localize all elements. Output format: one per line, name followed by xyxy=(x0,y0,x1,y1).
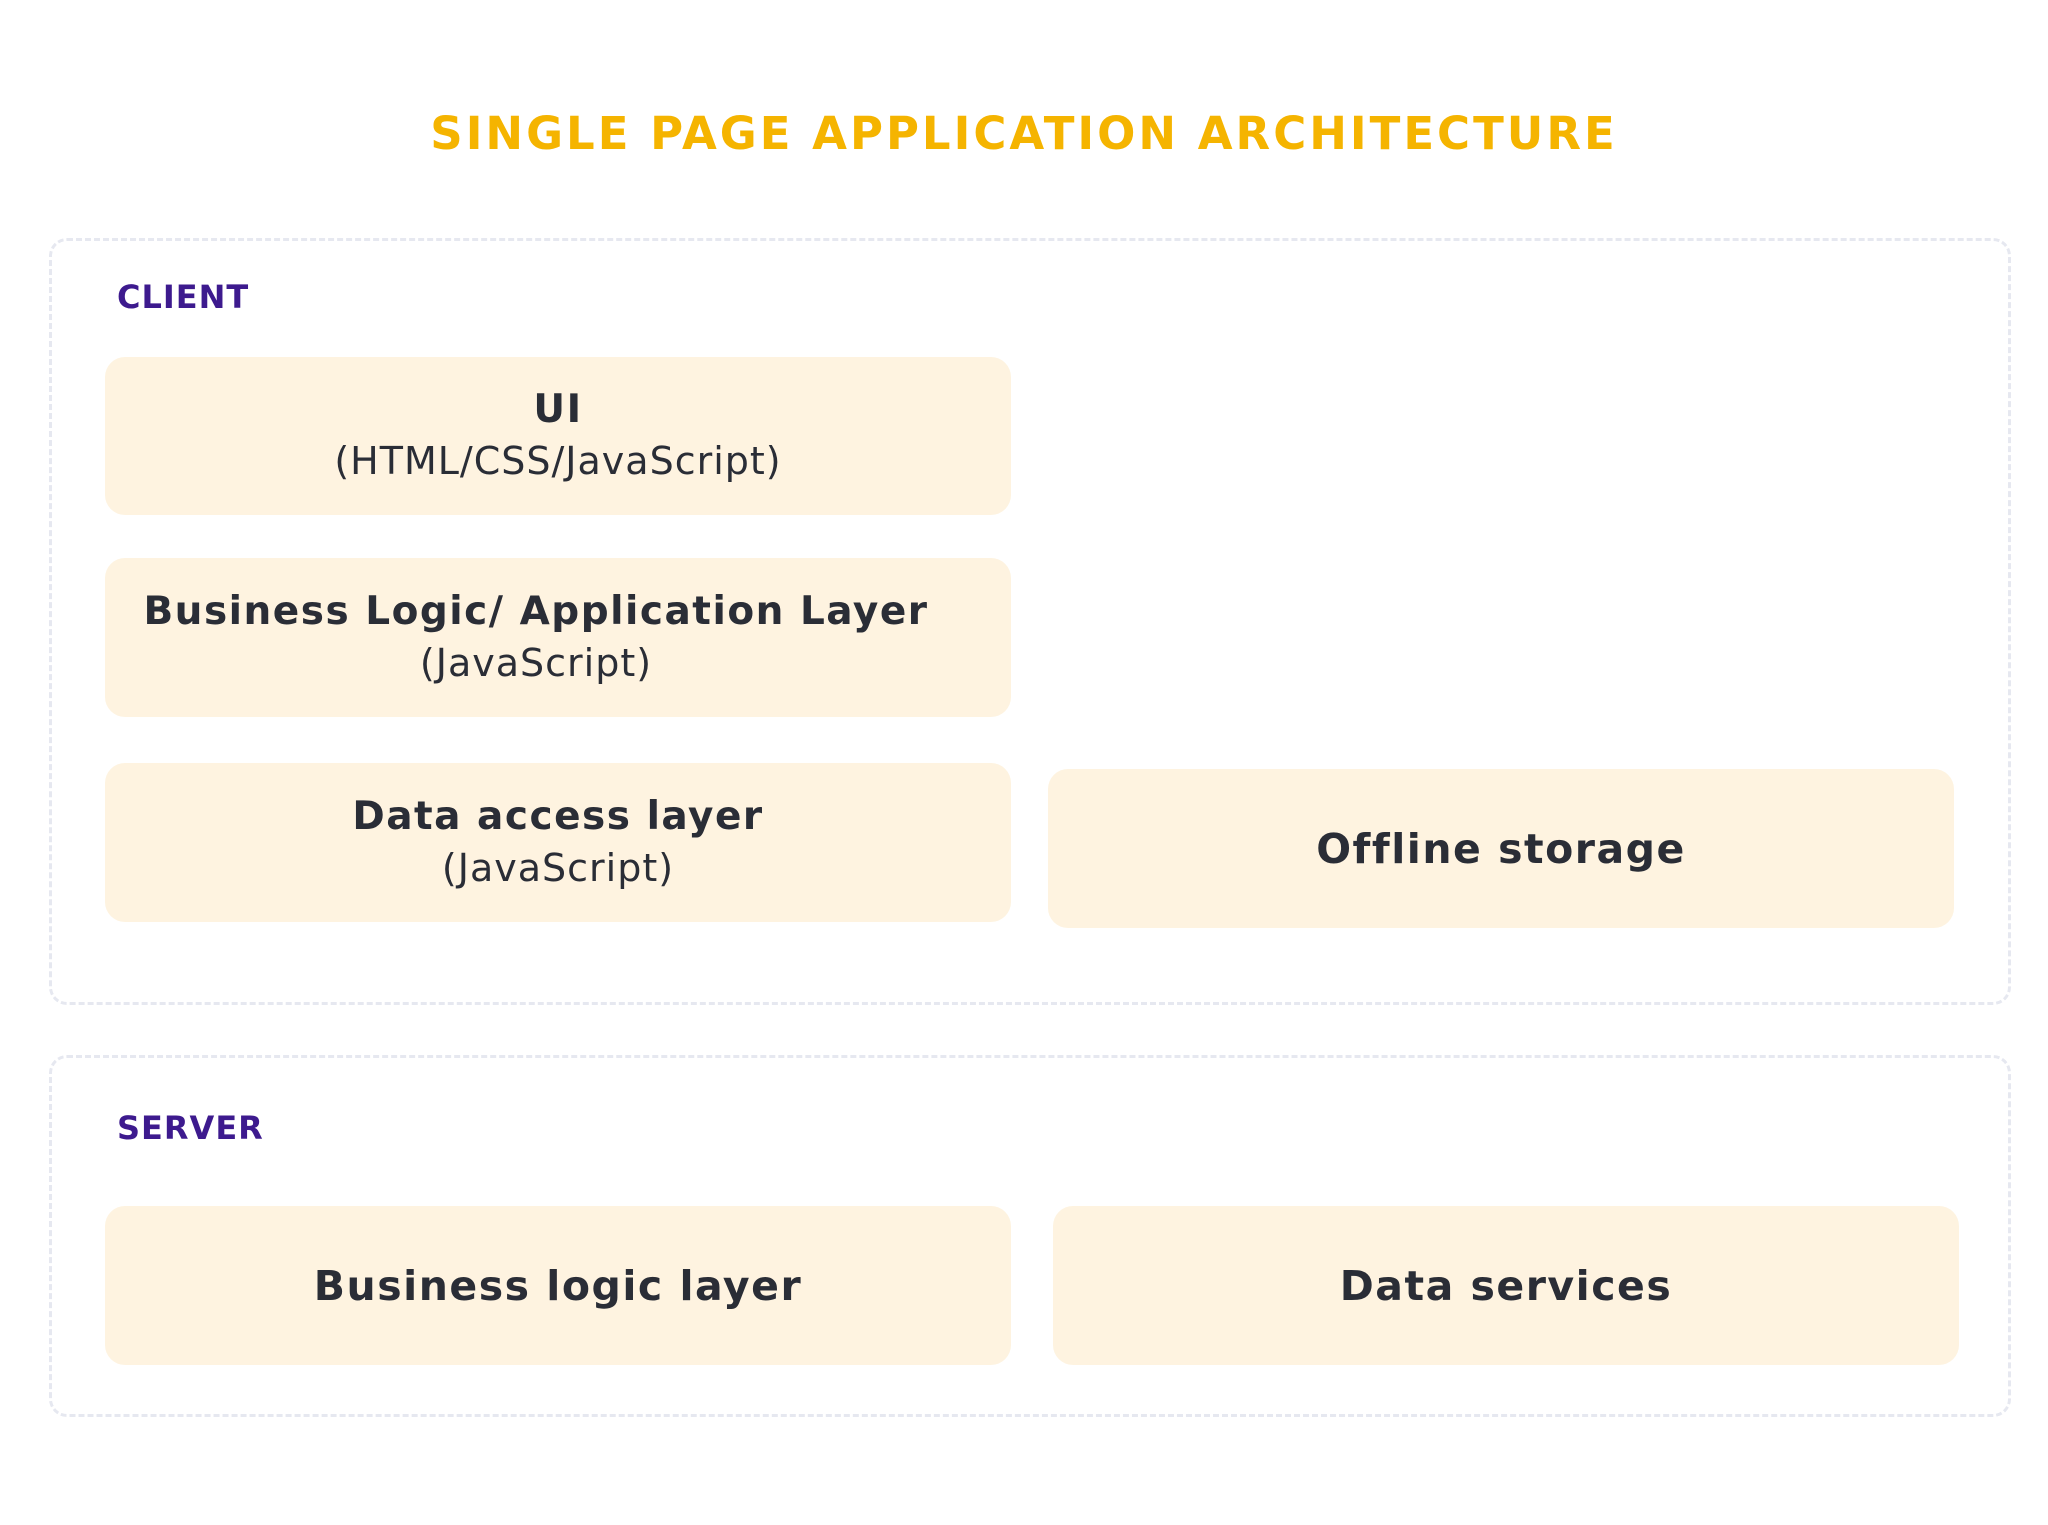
ui-layer-box xyxy=(105,357,1011,515)
business-logic-layer-box xyxy=(105,1206,1011,1365)
client-label: CLIENT xyxy=(117,278,250,316)
ui-layer-title: UI xyxy=(533,387,583,432)
offline-storage-box xyxy=(1048,769,1954,928)
diagram-title: SINGLE PAGE APPLICATION ARCHITECTURE xyxy=(430,107,1618,160)
business-logic-application-layer-subtitle: (JavaScript) xyxy=(419,640,653,685)
offline-storage-title: Offline storage xyxy=(1316,824,1686,873)
ui-layer-subtitle: (HTML/CSS/JavaScript) xyxy=(334,439,782,483)
data-access-layer-subtitle: (JavaScript) xyxy=(441,845,675,890)
business-logic-application-layer-box xyxy=(105,558,1011,717)
server-label: SERVER xyxy=(117,1109,264,1147)
data-services-box xyxy=(1053,1206,1959,1365)
business-logic-application-layer-title: Business Logic/ Application Layer xyxy=(143,588,929,634)
business-logic-layer-title: Business logic layer xyxy=(313,1261,803,1310)
data-services-title: Data services xyxy=(1339,1261,1673,1310)
data-access-layer-box xyxy=(105,763,1011,922)
data-access-layer-title: Data access layer xyxy=(352,793,764,839)
